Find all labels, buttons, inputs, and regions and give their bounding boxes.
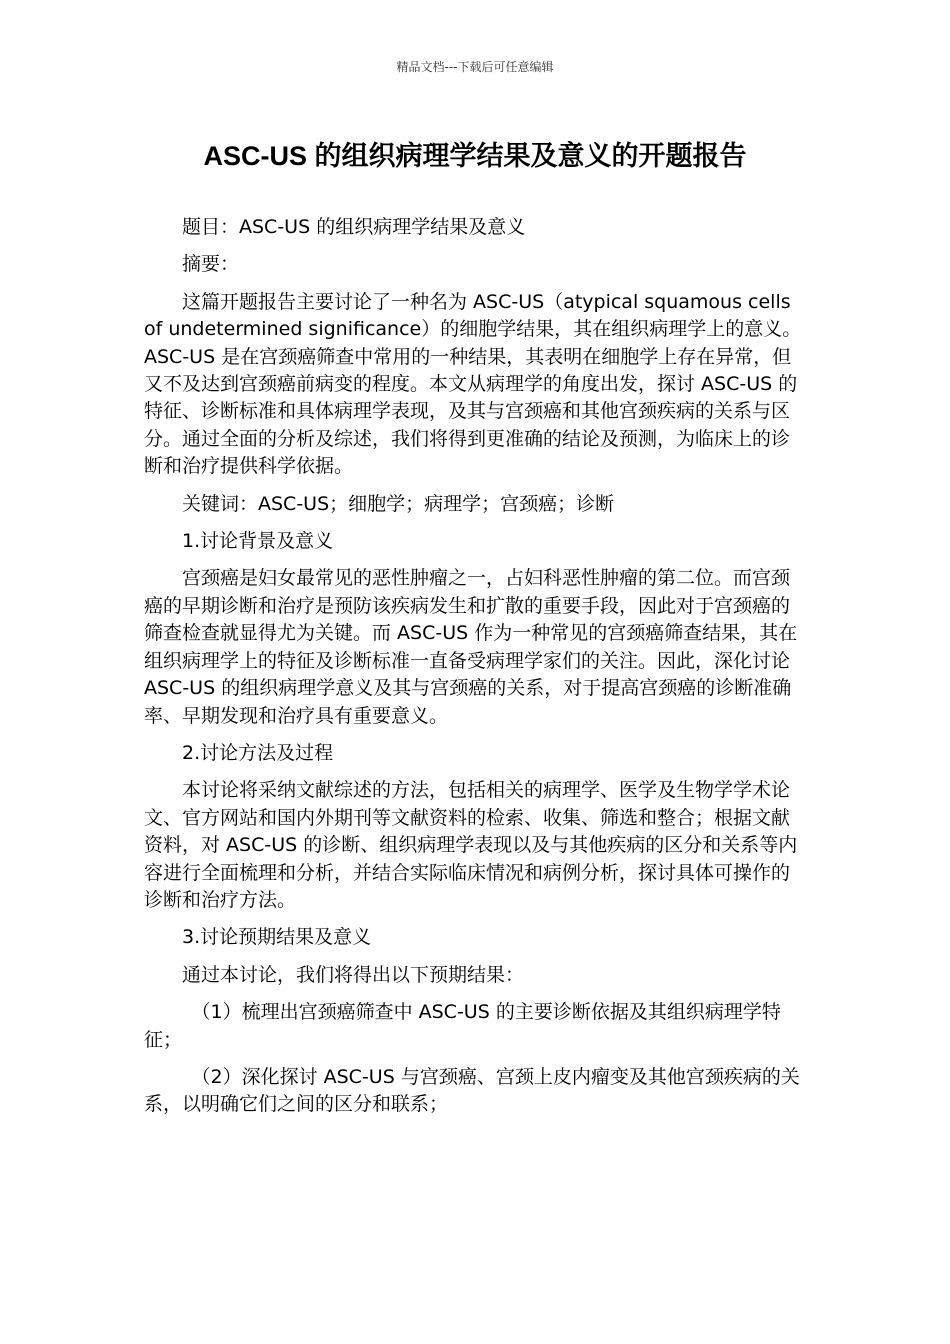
abstract-paragraph: 这篇开题报告主要讨论了一种名为 ASC-US（atypical squamous cells of undetermined significance）的细胞学结果，其在组织病理学上的意义。ASC-US 是在宫颈癌筛查中常用的一种结果，其表明在细胞学上存在异常，但又不及达到宫颈癌前病变的程度。本文从病理学的角度出发，探讨 ASC-US 的特征、诊断标准和具体病理学表现，及其与宫颈癌和其他宫颈疾病的关系与区分。通过全面的分析及综述，我们将得到更准确的结论及预测，为临床上的诊断和治疗提供科学依据。 [144, 290, 802, 478]
section-2-paragraph: 本讨论将采纳文献综述的方法，包括相关的病理学、医学及生物学学术论文、官方网站和国内外期刊等文献资料的检索、收集、筛选和整合；根据文献资料，对 ASC-US 的诊断、组织病理学表现以及与其他疾病的区分和关系等内容进行全面梳理和分析，并结合实际临床情况和病例分析，探讨具体可操作的诊断和治疗方法。 [144, 779, 798, 911]
subject-line: 题目：ASC-US 的组织病理学结果及意义 [182, 216, 526, 238]
section-heading-3: 3.讨论预期结果及意义 [182, 926, 372, 949]
section-3-intro: 通过本讨论，我们将得出以下预期结果： [182, 963, 525, 986]
abstract-heading: 摘要： [182, 253, 240, 276]
section-1-paragraph: 宫颈癌是妇女最常见的恶性肿瘤之一，占妇科恶性肿瘤的第二位。而宫颈癌的早期诊断和治疗是预防该疾病发生和扩散的重要手段，因此对于宫颈癌的筛查检查就显得尤为关键。而 ASC-US 作为一种常见的宫颈癌筛查结果，其在组织病理学上的特征及诊断标准一直备受病理学家们的关注。因此，深化讨论 ASC-US 的组织病理学意义及其与宫颈癌的关系，对于提高宫颈癌的诊断准确率、早期发现和治疗具有重要意义。 [144, 567, 798, 727]
expected-result-item-2: （2）深化探讨 ASC-US 与宫颈癌、宫颈上皮内瘤变及其他宫颈疾病的关系，以明确它们之间的区分和联系； [144, 1065, 800, 1116]
expected-result-item-1: （1）梳理出宫颈癌筛查中 ASC-US 的主要诊断依据及其组织病理学特征； [144, 1001, 781, 1051]
header-note: 精品文档---下载后可任意编辑 [396, 60, 554, 74]
document-title: ASC-US 的组织病理学结果及意义的开题报告 [203, 141, 747, 171]
keywords-line: 关键词：ASC-US；细胞学；病理学；宫颈癌；诊断 [182, 492, 615, 515]
document-body [144, 214, 808, 1129]
section-heading-1: 1.讨论背景及意义 [182, 530, 334, 553]
section-heading-2: 2.讨论方法及过程 [182, 741, 334, 764]
